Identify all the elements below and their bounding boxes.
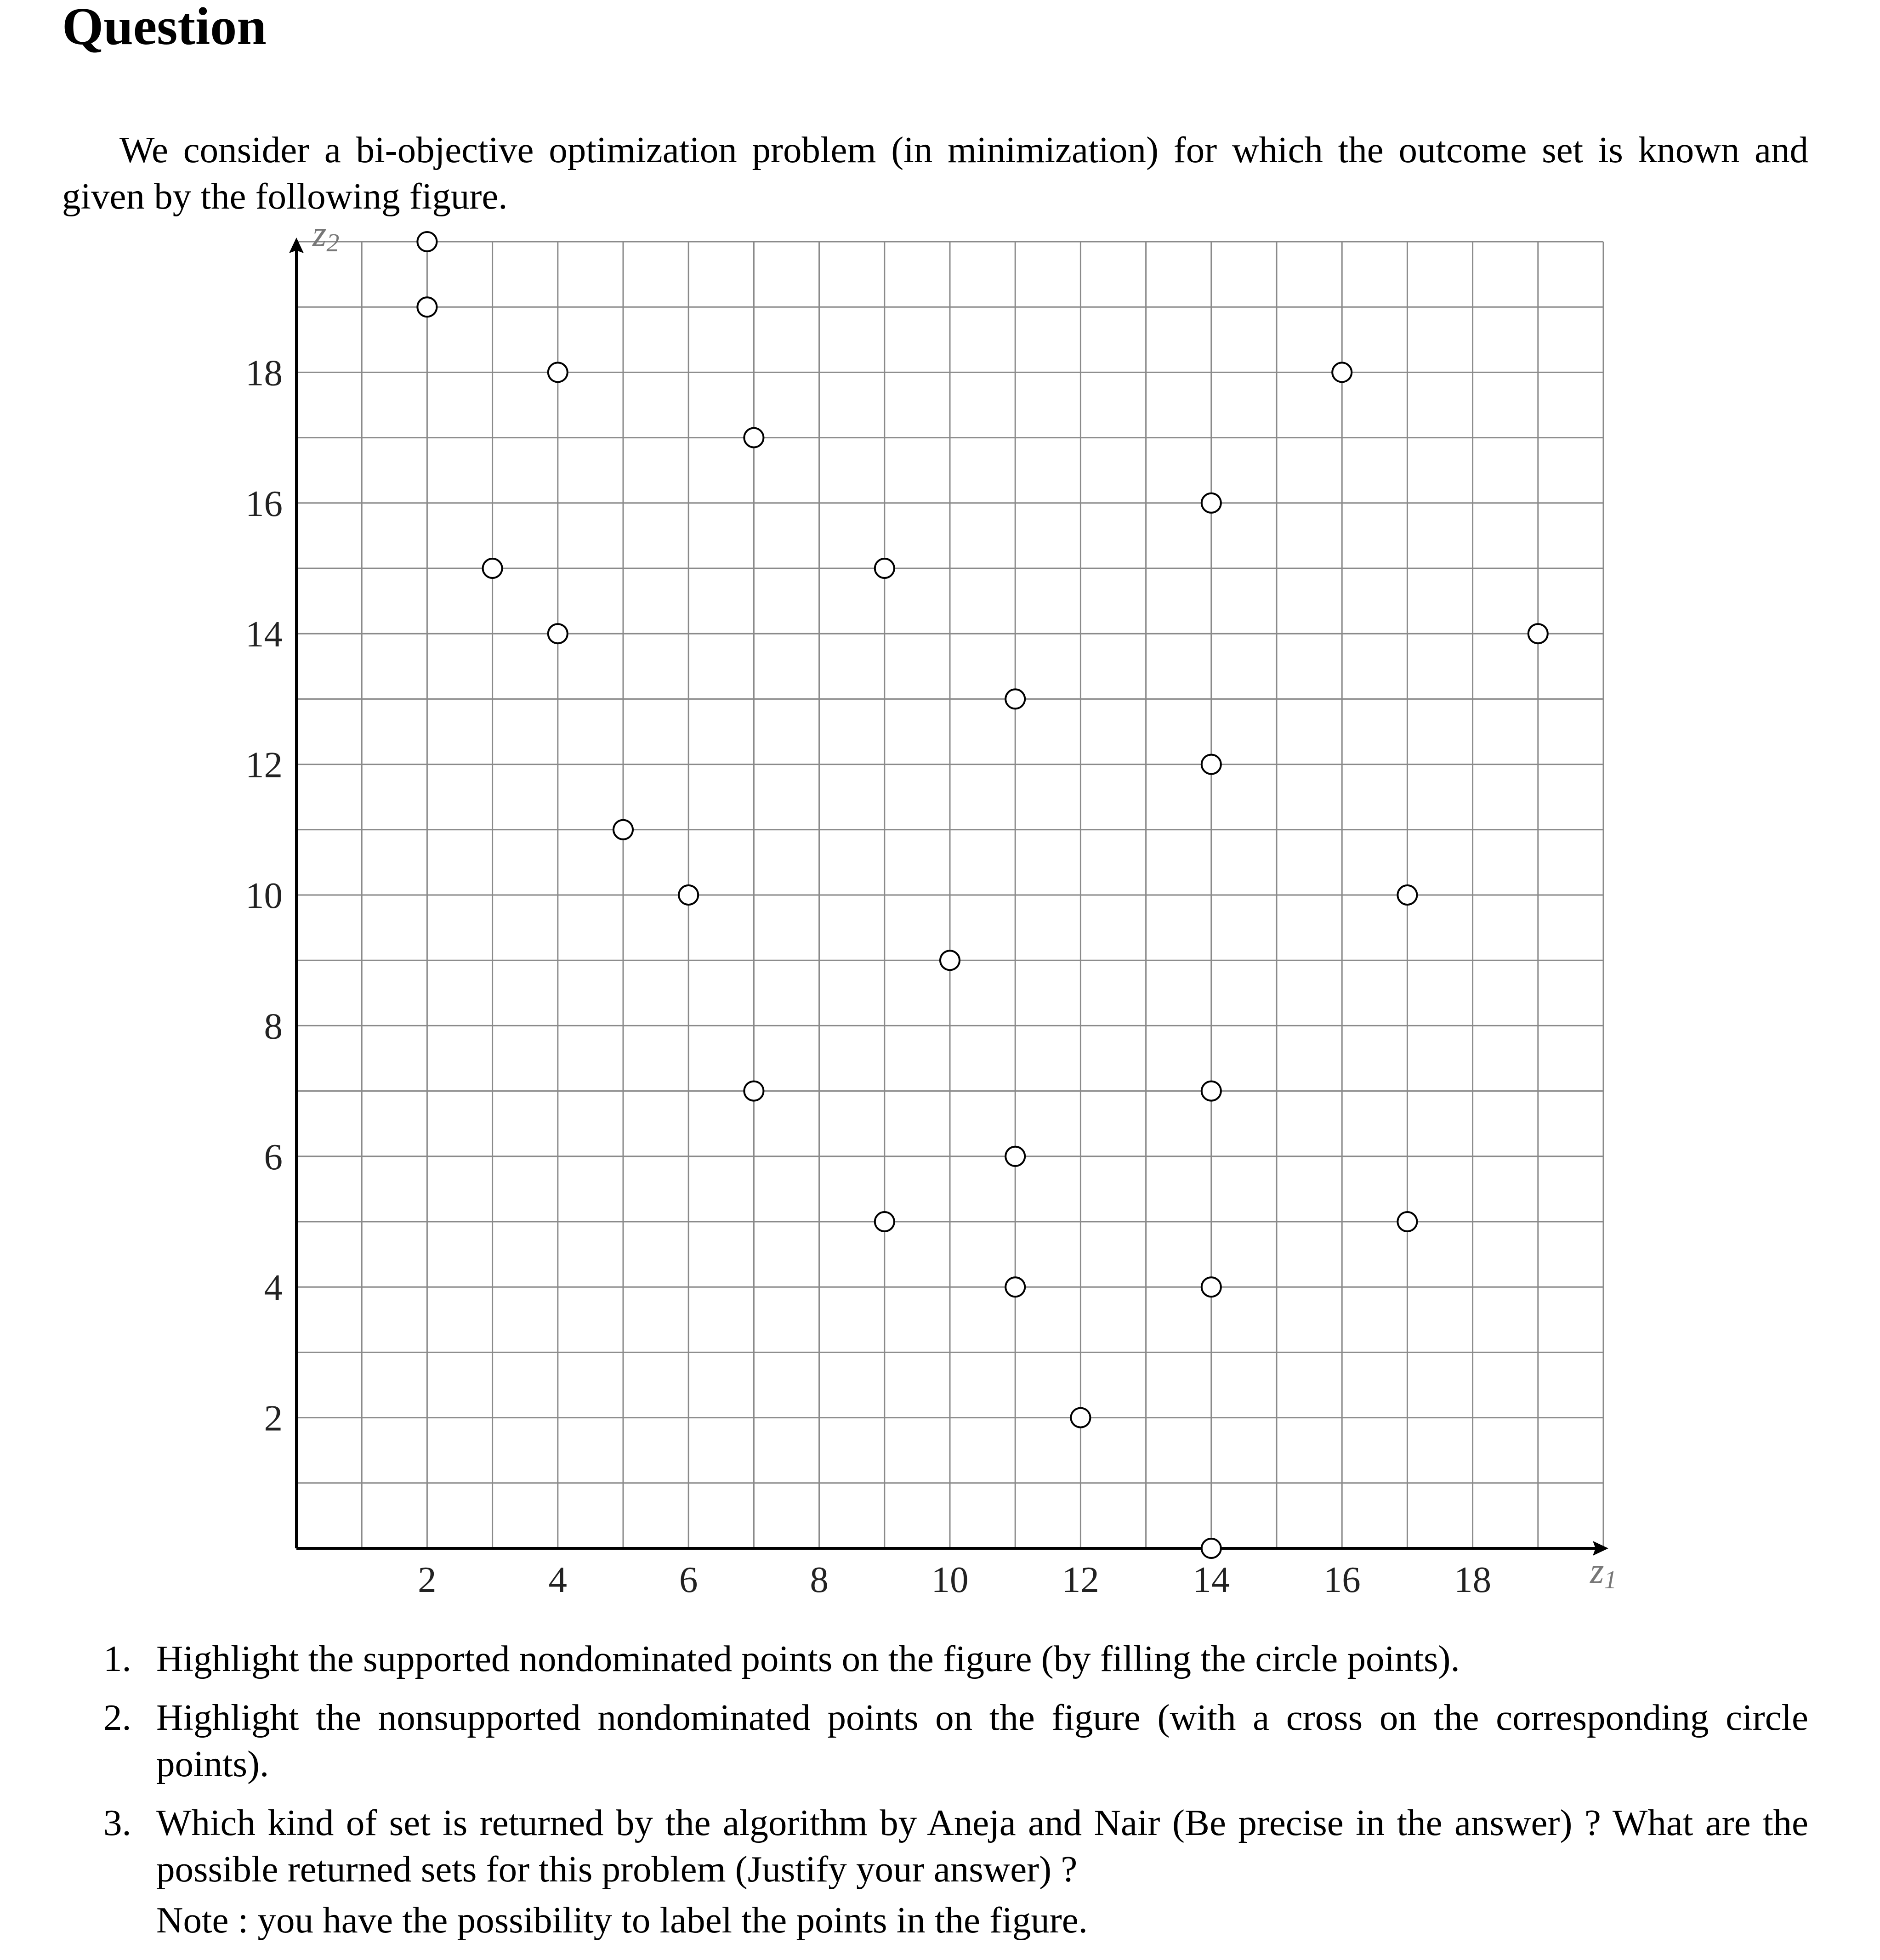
y-tick-label: 16: [245, 482, 283, 524]
outcome-point: [1005, 1277, 1025, 1297]
question-text: Highlight the nonsupported nondominated points on the figure (with a cross on the corresponding circle points).: [156, 1697, 1808, 1784]
y-tick-label: 10: [245, 875, 283, 916]
outcome-point: [613, 820, 633, 839]
question-number: 2.: [103, 1697, 131, 1738]
y-tick-label: 12: [245, 744, 283, 786]
question-number: 3.: [103, 1802, 131, 1843]
outcome-point: [1202, 1082, 1221, 1101]
outcome-point: [875, 559, 894, 578]
question-text: Which kind of set is returned by the algorithm by Aneja and Nair (Be precise in the answer) ? What are the possible returned sets for this problem (Justify your answer) ?: [156, 1802, 1808, 1890]
x-tick-label: 6: [679, 1559, 698, 1600]
outcome-point: [1332, 363, 1352, 382]
x-tick-label: 16: [1323, 1559, 1361, 1600]
outcome-point: [1397, 885, 1417, 905]
outcome-point: [744, 1082, 763, 1101]
note-text: Note : you have the possibility to label the points in the figure.: [156, 1899, 1088, 1941]
outcome-point: [1397, 1212, 1417, 1231]
y-tick-label: 14: [245, 613, 283, 655]
y-tick-label: 6: [264, 1136, 283, 1178]
outcome-point: [1528, 624, 1548, 643]
outcome-point: [1202, 1539, 1221, 1558]
outcome-point: [1202, 1277, 1221, 1297]
outcome-point: [1202, 493, 1221, 513]
y-tick-label: 8: [264, 1005, 283, 1047]
x-tick-label: 4: [548, 1559, 568, 1600]
outcome-point: [1202, 755, 1221, 774]
x-tick-label: 8: [810, 1559, 829, 1600]
outcome-point: [875, 1212, 894, 1231]
x-tick-label: 14: [1193, 1559, 1230, 1600]
outcome-point: [417, 232, 437, 251]
outcome-point: [1071, 1408, 1090, 1428]
outcome-point: [1005, 689, 1025, 708]
y-tick-label: 4: [264, 1267, 283, 1309]
question-item-1: [103, 1636, 1808, 1682]
question-item-2: [103, 1694, 1808, 1787]
outcome-point: [417, 297, 437, 317]
question-item-3: [103, 1800, 1808, 1943]
x-tick-label: 18: [1454, 1559, 1492, 1600]
question-list: [103, 1636, 1808, 1943]
x-tick-label: 2: [418, 1559, 437, 1600]
y-tick-label: 2: [264, 1397, 283, 1439]
outcome-point: [483, 559, 502, 578]
y-axis-label: z2: [312, 214, 340, 257]
outcome-point: [548, 363, 568, 382]
question-number: 1.: [103, 1638, 131, 1679]
intro-paragraph: We consider a bi-objective optimization problem (in minimization) for which the outcome set is known and given by the following figure.: [62, 129, 1808, 217]
plot-axes: [289, 214, 1617, 1594]
y-tick-label: 18: [245, 352, 283, 394]
outcome-point: [679, 885, 698, 905]
x-tick-label: 10: [931, 1559, 969, 1600]
outcome-point: [548, 624, 568, 643]
question-text: Highlight the supported nondominated points on the figure (by filling the circle points).: [156, 1638, 1460, 1679]
question-heading: Question: [62, 0, 267, 56]
x-axis-label: z1: [1590, 1551, 1617, 1594]
outcome-point: [1005, 1147, 1025, 1166]
outcome-point: [744, 428, 763, 448]
outcome-point: [940, 951, 960, 970]
x-tick-label: 12: [1062, 1559, 1099, 1600]
tick-labels: [245, 352, 1491, 1600]
